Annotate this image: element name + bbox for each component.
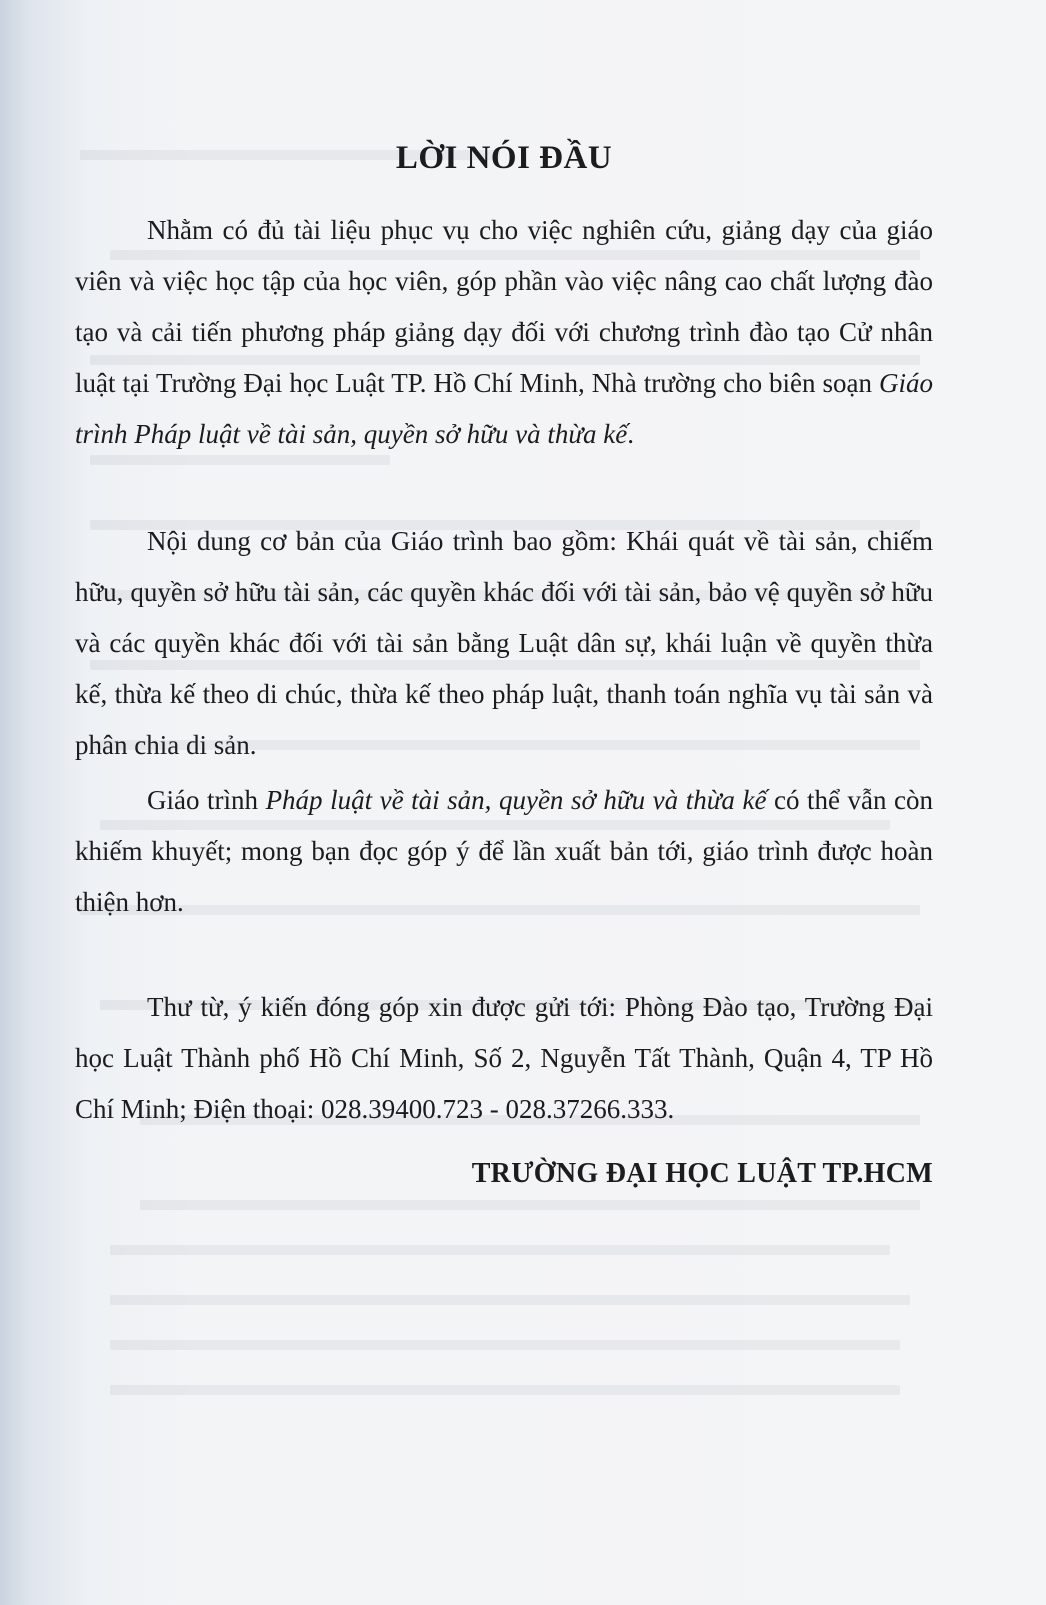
feedback-text-start: Giáo trình [147,785,266,815]
page-title: LỜI NÓI ĐẦU [395,140,613,176]
intro-text: Nhằm có đủ tài liệu phục vụ cho việc nghiên cứu, giảng dạy của giáo viên và việc học tập của học viên, góp phần vào việc nâng cao chất lượng đào tạo và cải tiến phương pháp giảng dạy đối với chương trình đào tạo Cử nhân luật tại Trường Đại học Luật TP. Hồ Chí Minh, Nhà trường cho biên soạn [75,215,933,398]
paragraph-feedback [75,775,933,928]
paragraph-introduction [75,205,933,460]
feedback-text-end: có thể vẫn còn khiếm khuyết; mong bạn đọc góp ý để lần xuất bản tới, giáo trình được hoàn thiện hơn. [75,785,934,917]
signature: TRƯỜNG ĐẠI HỌC LUẬT TP.HCM [471,1158,933,1189]
intro-text-end: . [627,419,635,449]
paragraph-contact: Thư từ, ý kiến đóng góp xin được gửi tới: Phòng Đào tạo, Trường Đại học Luật Thành phố Hồ Chí Minh, Số 2, Nguyễn Tất Thành, Quận 4, TP Hồ Chí Minh; Điện thoại: 028.39400.723 - 028.37266.333. [75,992,933,1124]
textbook-title-italic: Pháp luật về tài sản, quyền sở hữu và thừa kế [265,785,767,815]
paragraph-contents: Nội dung cơ bản của Giáo trình bao gồm: Khái quát về tài sản, chiếm hữu, quyền sở hữu tài sản, các quyền khác đối với tài sản, bảo vệ quyền sở hữu và các quyền khác đối với tài sản bằng Luật dân sự, khái luận về quyền thừa kế, thừa kế theo di chúc, thừa kế theo pháp luật, thanh toán nghĩa vụ tài sản và phân chia di sản. [75,526,933,760]
textbook-title-italic: Giáo trình Pháp luật về tài sản, quyền sở hữu và thừa kế [75,368,933,449]
